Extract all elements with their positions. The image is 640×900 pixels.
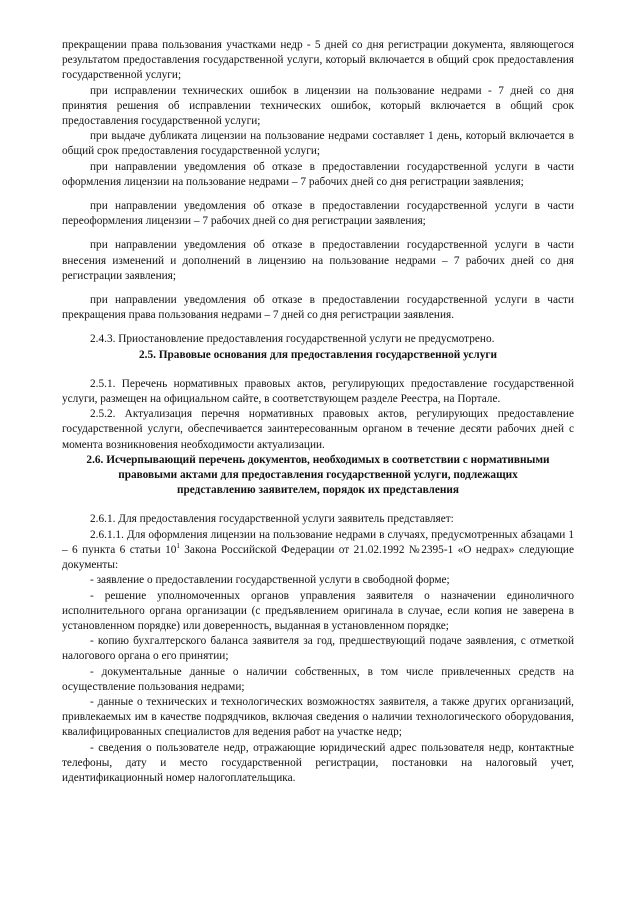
section-heading-2-6: 2.6. Исчерпывающий перечень документов, необходимых в соответствии с нормативными правовыми актами для предоставления государственной услуги, подлежащих представлению заявителем, порядок их представления bbox=[86, 453, 550, 497]
paragraph-term-termination: прекращении права пользования участками недр - 5 дней со дня регистрации документа, являющегося результатом предоставления государственной услуги, который включается в общий срок предоставления государственной услуги; bbox=[62, 39, 574, 82]
paragraph-refusal-reissue: при направлении уведомления об отказе в предоставлении государственной услуги в части переоформления лицензии – 7 рабочих дней со дня регистрации заявления; bbox=[62, 200, 574, 228]
paragraph-2-4-3: 2.4.3. Приостановление предоставления государственной услуги не предусмотрено. bbox=[90, 333, 495, 346]
list-item-balance-sheet: - копию бухгалтерского баланса заявителя за год, предшествующий подаче заявления, с отметкой налогового органа о его принятии; bbox=[62, 635, 574, 663]
list-item-management-decision: - решение уполномоченных органов управления заявителя о назначении единоличного исполнительного органа организации (с предъявлением оригинала в случае, если копия не заверена в установленном порядке) или доверенность, выданная в установленном порядке; bbox=[62, 589, 574, 632]
document-page bbox=[62, 38, 574, 786]
footnote-superscript: 1 bbox=[176, 542, 180, 551]
paragraph-term-duplicate: при выдаче дубликата лицензии на пользование недрами составляет 1 день, который включается в общий срок предоставления государственной услуги; bbox=[62, 130, 574, 158]
section-heading-2-5: 2.5. Правовые основания для предоставления государственной услуги bbox=[138, 348, 498, 361]
paragraph-2-6-1-1-part-b: Закона Российской Федерации от 21.02.1992 №2395-1 «О недрах» следующие документы: bbox=[62, 543, 574, 572]
paragraph-refusal-amend: при направлении уведомления об отказе в предоставлении государственной услуги в части внесения изменений и дополнений в лицензию на пользование недрами – 7 рабочих дней со дня регистрации заявления; bbox=[62, 239, 574, 282]
paragraph-2-6-1-1-part-a: 2.6.1.1. Для оформления лицензии на пользование недрами в случаях, предусмотренных абзацами 1 – 6 пункта 6 статьи 10 bbox=[62, 528, 574, 556]
list-item-technical-capabilities: - данные о технических и технологических возможностях заявителя, а также других организаций, привлекаемых им в качестве подрядчиков, включая сведения о наличии технологического оборудования, квалифицированных специалистов для ведения работ на участке недр; bbox=[62, 695, 574, 739]
list-item-application: - заявление о предоставлении государственной услуги в свободной форме; bbox=[90, 574, 450, 587]
list-item-funds-data: - документальные данные о наличии собственных, в том числе привлеченных средств на осуществление пользования недрами; bbox=[62, 665, 574, 693]
paragraph-refusal-issue: при направлении уведомления об отказе в предоставлении государственной услуги в части оформления лицензии на пользование недрами – 7 рабочих дней со дня регистрации заявления; bbox=[62, 160, 574, 188]
paragraph-term-error-fix: при исправлении технических ошибок в лицензии на пользование недрами - 7 дней со дня принятия решения об исправлении технических ошибок, который включается в общий срок предоставления государственной услуги; bbox=[62, 84, 574, 128]
paragraph-refusal-termination: при направлении уведомления об отказе в предоставлении государственной услуги в части прекращения права пользования недрами – 7 дней со дня регистрации заявления. bbox=[62, 294, 574, 322]
list-item-user-info: - сведения о пользователе недр, отражающие юридический адрес пользователя недр, контактные телефоны, дату и место государственной регистрации, постановки на налоговый учет, идентификационный номер налогоплательщика. bbox=[62, 741, 574, 784]
paragraph-2-6-1-1 bbox=[62, 528, 574, 574]
paragraph-2-6-1: 2.6.1. Для предоставления государственной услуги заявитель представляет: bbox=[90, 513, 454, 526]
paragraph-2-5-2: 2.5.2. Актуализация перечня нормативных правовых актов, регулирующих предоставление государственной услуги, обеспечивается заинтересованным органом в течение десяти рабочих дней с момента возникновения необходимости актуализации. bbox=[62, 408, 574, 451]
paragraph-2-5-1: 2.5.1. Перечень нормативных правовых актов, регулирующих предоставление государственной услуги, размещен на официальном сайте, в соответствующем разделе Реестра, на Портале. bbox=[62, 377, 574, 406]
